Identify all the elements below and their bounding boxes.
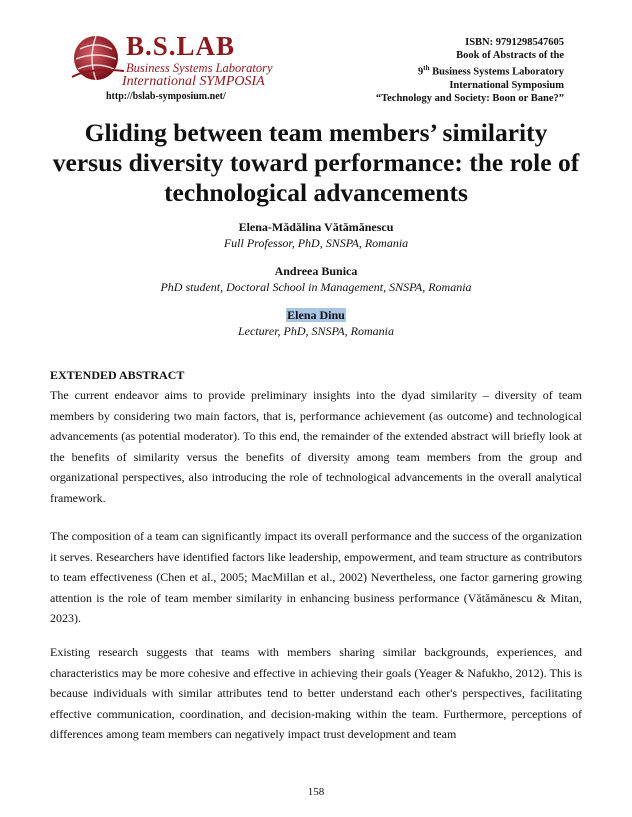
author-affiliation: Full Professor, PhD, SNSPA, Romania bbox=[223, 236, 409, 250]
paragraph: The current endeavor aims to provide preliminary insights into the dyad similarity – diversity of team members by considering two main factors, that is, performance achievement (as outcome) and technological advancements (as potential moderator). To this end, the remainder of the extended abstract will briefly look at the benefits of similarity versus the benefits of diversity among team members from the group and organizational perspectives, also introducing the role of technological advancements in the overall analytical framework. bbox=[50, 388, 582, 505]
paragraph: Existing research suggests that teams with members sharing similar backgrounds, experiences, and characteristics may be more cohesive and effective in achieving their goals (Yeager & Nafukho, 2012). This is because individuals with similar attributes tend to better understand each other's perspectives, facilitating effective communication, coordination, and decision-making within the team. Furthermore, perceptions of differences among team members can negatively impact trust development and team bbox=[50, 645, 582, 742]
author-1 bbox=[40, 219, 592, 251]
author-name: Elena-Mădălina Vătămănescu bbox=[238, 220, 394, 234]
book-of-abstracts: Book of Abstracts of the bbox=[456, 50, 564, 61]
author-name: Andreea Bunica bbox=[274, 264, 358, 278]
author-affiliation: PhD student, Doctoral School in Management, SNSPA, Romania bbox=[160, 280, 472, 294]
paragraph: The composition of a team can significantly impact its overall performance and the success of the organization it serves. Researchers have identified factors like leadership, empowerment, and team structure as contributors to team effectiveness (Chen et al., 2005; MacMillan et al., 2002) Nevertheless, one factor garnering growing attention is the role of team member similarity in enhancing business performance (Vătămănescu & Mitan, 2023). bbox=[50, 529, 582, 626]
paper-title: Gliding between team members’ similarity versus diversity toward performance: the role of technological advancements bbox=[52, 118, 580, 207]
author-3 bbox=[40, 307, 592, 339]
isbn: ISBN: 9791298547605 bbox=[465, 37, 564, 48]
logo-symposia: International SYMPOSIA bbox=[122, 74, 265, 89]
symposium-name: International Symposium bbox=[449, 79, 564, 91]
bslab-logo bbox=[70, 31, 290, 103]
page-number: 158 bbox=[307, 786, 325, 798]
book-info bbox=[376, 36, 564, 105]
globe-logo-icon bbox=[70, 31, 126, 89]
author-affiliation: Lecturer, PhD, SNSPA, Romania bbox=[238, 324, 394, 338]
logo-title: B.S.LAB bbox=[126, 31, 236, 61]
selected-text-highlight[interactable]: Elena Dinu bbox=[287, 308, 345, 322]
logo-subtitle: Business Systems Laboratory bbox=[126, 61, 273, 75]
author-2 bbox=[40, 263, 592, 295]
symposium-theme: “Technology and Society: Boon or Bane?” bbox=[375, 92, 564, 104]
symposium-url-link[interactable]: http://bslab-symposium.net/ bbox=[106, 91, 226, 102]
edition: 9th Business Systems Laboratory bbox=[418, 64, 564, 78]
author-name bbox=[40, 307, 592, 323]
section-heading: EXTENDED ABSTRACT bbox=[50, 368, 185, 382]
